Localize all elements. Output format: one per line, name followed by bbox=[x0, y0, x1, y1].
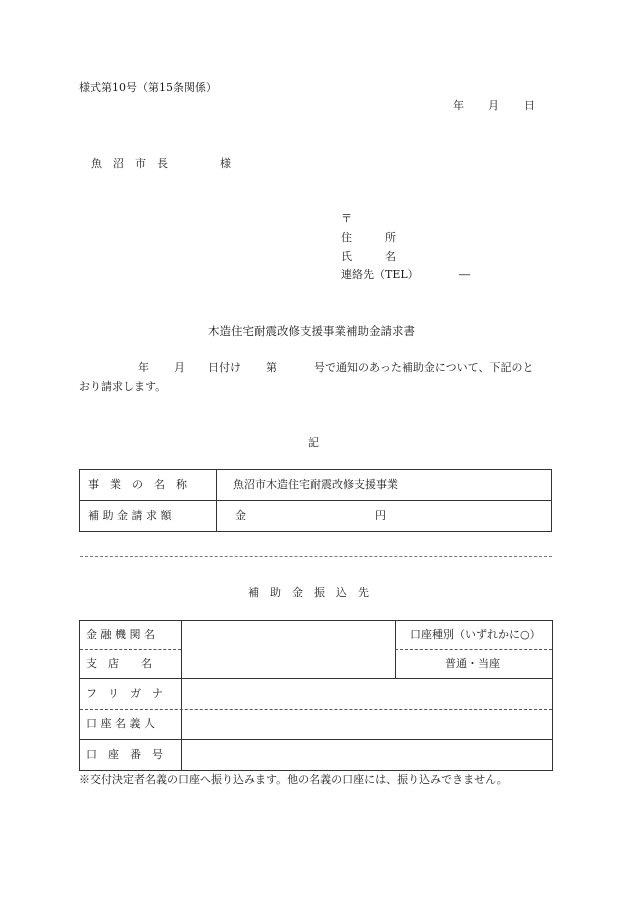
body-line1-text: 号で通知のあった補助金について、下記のと bbox=[314, 361, 534, 374]
account-type-options[interactable]: 普通・当座 bbox=[445, 657, 500, 670]
contact-label: 連絡先（TEL） bbox=[341, 268, 419, 281]
body-month: 月 bbox=[174, 361, 185, 374]
furigana-input[interactable] bbox=[182, 679, 551, 708]
body-day-suffix: 日付け bbox=[208, 361, 241, 374]
date-day-label: 日 bbox=[524, 99, 535, 112]
name-label: 氏 名 bbox=[341, 250, 396, 263]
body-year: 年 bbox=[138, 361, 149, 374]
branch-name-input[interactable] bbox=[182, 650, 394, 677]
bank-name-input[interactable] bbox=[182, 622, 394, 648]
branch-name-label: 支 店 名 bbox=[86, 657, 152, 670]
bank-name-label: 金 融 機 関 名 bbox=[86, 628, 155, 641]
table-row bbox=[80, 470, 552, 501]
account-type-label: 口座種別（いずれかに○） bbox=[410, 628, 541, 641]
postal-mark: 〒 bbox=[341, 212, 352, 225]
claim-amount-field[interactable] bbox=[217, 501, 552, 532]
project-name-label: 事 業 の 名 称 bbox=[80, 470, 217, 501]
transfer-heading: 補 助 金 振 込 先 bbox=[248, 586, 369, 599]
body-number-prefix: 第 bbox=[266, 361, 277, 374]
furigana-label: フ リ ガ ナ bbox=[86, 687, 163, 700]
dashed-divider bbox=[80, 556, 552, 557]
address-label: 住 所 bbox=[341, 231, 396, 244]
account-number-input[interactable] bbox=[182, 740, 551, 769]
claim-amount-suffix: 円 bbox=[375, 509, 386, 522]
row-separator bbox=[395, 649, 552, 650]
claim-amount-prefix: 金 bbox=[235, 509, 246, 522]
addressee-mayor: 魚 沼 市 長 bbox=[91, 157, 168, 170]
table-row bbox=[80, 501, 552, 532]
account-number-label: 口 座 番 号 bbox=[86, 748, 163, 761]
document-title: 木造住宅耐震改修支援事業補助金請求書 bbox=[208, 324, 415, 338]
project-name-value: 魚沼市木造住宅耐震改修支援事業 bbox=[217, 470, 552, 501]
account-holder-input[interactable] bbox=[182, 710, 551, 738]
date-year-label: 年 bbox=[453, 99, 464, 112]
summary-table bbox=[79, 469, 552, 532]
row-separator bbox=[80, 649, 181, 650]
transfer-table bbox=[79, 620, 553, 771]
transfer-footnote: ※交付決定者名義の口座へ振り込みます。他の名義の口座には、振り込みできません。 bbox=[79, 773, 508, 786]
form-number: 様式第10号（第15条関係） bbox=[79, 81, 217, 94]
account-holder-label: 口 座 名 義 人 bbox=[86, 717, 155, 730]
addressee-honorific: 様 bbox=[220, 157, 231, 170]
claim-amount-label: 補 助 金 請 求 額 bbox=[80, 501, 217, 532]
date-month-label: 月 bbox=[488, 99, 499, 112]
note-heading: 記 bbox=[308, 436, 319, 449]
contact-dash: ― bbox=[459, 268, 470, 281]
body-line2: おり請求します。 bbox=[79, 380, 167, 393]
